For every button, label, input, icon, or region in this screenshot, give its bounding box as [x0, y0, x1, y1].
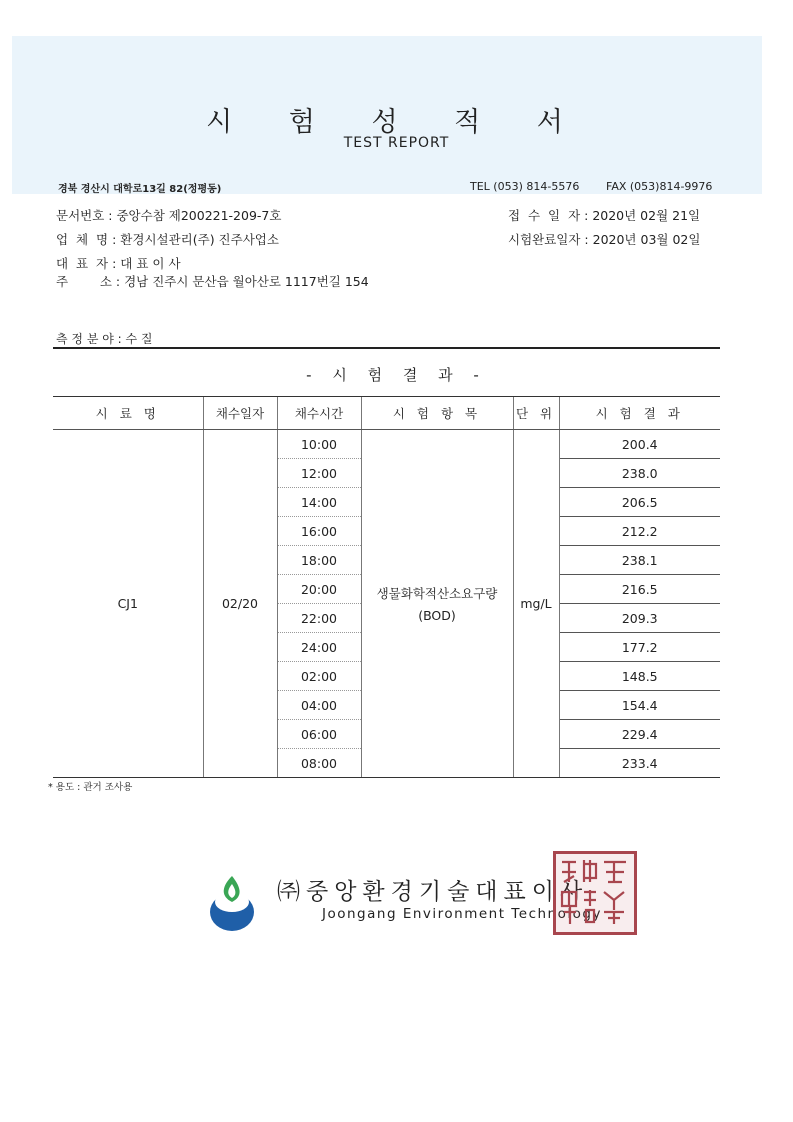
company-label: 업 체 명 :: [56, 232, 117, 247]
company-row: [56, 230, 279, 248]
sample-name-cell: CJ1: [53, 430, 203, 778]
water-drop-logo-icon: [200, 870, 264, 934]
result-value-cell: 200.4: [559, 430, 720, 459]
usage-footnote: * 용도 : 관거 조사용: [48, 782, 133, 793]
received-date-value: 2020년 02월 21일: [592, 208, 701, 223]
table-row: [53, 430, 720, 459]
sample-date-cell: 02/20: [203, 430, 277, 778]
result-value-cell: 148.5: [559, 662, 720, 691]
company-value: 환경시설관리(주) 진주사업소: [120, 232, 279, 247]
result-value-cell: 212.2: [559, 517, 720, 546]
completed-date-value: 2020년 03월 02일: [592, 232, 701, 247]
measurement-field-value: 수 질: [125, 332, 153, 346]
header-sample-time: 채수시간: [277, 397, 361, 430]
header-test-item: 시 험 항 목: [361, 397, 513, 430]
sample-time-cell: 08:00: [277, 749, 361, 778]
address-value: 경남 진주시 문산읍 월아산로 1117번길 154: [124, 274, 369, 289]
test-item-cell: [361, 430, 513, 778]
company-name-en: Joongang Environment Technology: [322, 906, 602, 922]
header-result: 시 험 결 과: [559, 397, 720, 430]
doc-number-label: 문서번호 :: [56, 208, 113, 223]
doc-number-row: [56, 206, 281, 224]
sample-time-cell: 18:00: [277, 546, 361, 575]
lab-tel: TEL (053) 814-5576: [470, 180, 580, 193]
sample-time-cell: 24:00: [277, 633, 361, 662]
result-value-cell: 238.1: [559, 546, 720, 575]
report-title-en: TEST REPORT: [343, 135, 450, 151]
sample-time-cell: 04:00: [277, 691, 361, 720]
unit-cell: mg/L: [513, 430, 559, 778]
measurement-field-row: [56, 330, 153, 347]
result-value-cell: 206.5: [559, 488, 720, 517]
sample-time-cell: 02:00: [277, 662, 361, 691]
address-row: [56, 272, 369, 290]
table-header-row: [53, 397, 720, 430]
received-date-label: 접 수 일 자 :: [508, 208, 589, 223]
completed-date-label: 시험완료일자 :: [508, 232, 589, 247]
results-table: [53, 396, 720, 778]
section-title: - 시 험 결 과 -: [306, 366, 487, 384]
header-unit: 단 위: [513, 397, 559, 430]
result-value-cell: 233.4: [559, 749, 720, 778]
representative-value: 대 표 이 사: [120, 256, 181, 271]
representative-row: [56, 254, 181, 272]
seal-pattern: [556, 854, 634, 932]
divider-line: [53, 347, 720, 349]
sample-time-cell: 22:00: [277, 604, 361, 633]
result-value-cell: 216.5: [559, 575, 720, 604]
result-value-cell: 209.3: [559, 604, 720, 633]
result-value-cell: 154.4: [559, 691, 720, 720]
address-label: 주 소 :: [56, 274, 121, 289]
lab-fax: FAX (053)814-9976: [606, 180, 713, 193]
report-title-ko: 시 험 성 적 서: [206, 107, 587, 138]
company-seal-stamp: [553, 851, 637, 935]
company-name-ko: ㈜중앙환경기술대표이사: [277, 879, 589, 905]
representative-label: 대 표 자 :: [56, 256, 117, 271]
result-value-cell: 238.0: [559, 459, 720, 488]
header-sample-date: 채수일자: [203, 397, 277, 430]
lab-address: 경북 경산시 대학로13길 82(정평동): [58, 184, 222, 195]
sample-time-cell: 20:00: [277, 575, 361, 604]
test-item-name: 생물화학적산소요구량: [376, 586, 498, 601]
sample-time-cell: 12:00: [277, 459, 361, 488]
test-item-abbrev: (BOD): [418, 608, 456, 623]
header-sample-name: 시 료 명: [53, 397, 203, 430]
sample-time-cell: 10:00: [277, 430, 361, 459]
received-date-row: [508, 206, 700, 224]
sample-time-cell: 16:00: [277, 517, 361, 546]
doc-number-value: 중앙수참 제200221-209-7호: [116, 208, 282, 223]
completed-date-row: [508, 230, 700, 248]
result-value-cell: 177.2: [559, 633, 720, 662]
sample-time-cell: 14:00: [277, 488, 361, 517]
measurement-field-label: 측 정 분 야 :: [56, 332, 122, 346]
sample-time-cell: 06:00: [277, 720, 361, 749]
result-value-cell: 229.4: [559, 720, 720, 749]
